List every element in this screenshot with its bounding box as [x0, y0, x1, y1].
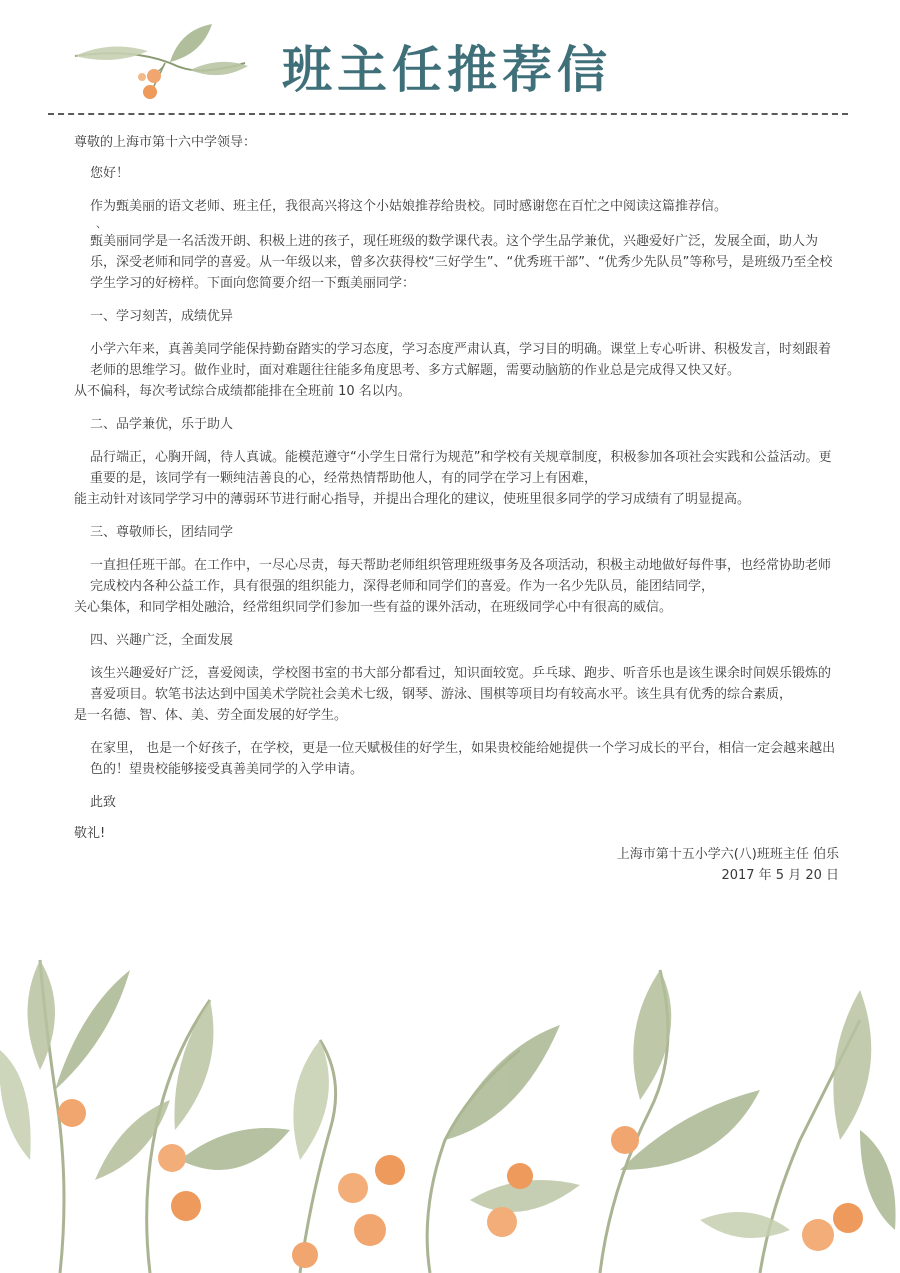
section-paragraph-continuation: 关心集体，和同学相处融洽，经常组织同学们参加一些有益的课外活动，在班级同学心中有很高的威信。	[74, 600, 673, 615]
page-title: 班主任推荐信	[282, 41, 612, 99]
section-paragraph-continuation: 能主动针对该同学学习中的薄弱环节进行耐心指导，并提出合理化的建议，使班里很多同学的学习成绩有了明显提高。	[74, 492, 751, 507]
greeting: 您好！	[90, 166, 130, 181]
section-heading: 一、学习刻苦，成绩优异	[90, 309, 234, 324]
section-paragraph: 品行端正，心胸开阔，待人真诚。能模范遵守“小学生日常行为规范”和学校有关规章制度，积极参加各项社会实践和公益活动。更重要的是，该同学有一颗纯洁善良的心，经常热情帮助他人，有的同学在学习上有困难，	[90, 450, 832, 486]
section-paragraph-continuation: 从不偏科，每次考试综合成绩都能排在全班前 10 名以内。	[74, 384, 411, 399]
section-paragraph: 该生兴趣爱好广泛，喜爱阅读，学校图书室的书大部分都看过，知识面较宽。乒乓球、跑步、听音乐也是该生课余时间娱乐锻炼的喜爱项目。软笔书法达到中国美术学院社会美术七级，钢琴、游泳、围棋等项目均有较高水平。该生具有优秀的综合素质，	[90, 666, 832, 702]
intro-paragraph: 作为甄美丽的语文老师、班主任，我很高兴将这个小姑娘推荐给贵校。同时感谢您在百忙之中阅读这篇推荐信。	[90, 199, 728, 214]
berry-branch-icon	[70, 18, 260, 108]
section-paragraph: 小学六年来，真善美同学能保持勤奋踏实的学习态度，学习态度严肃认真，学习目的明确。课堂上专心听讲、积极发言，时刻跟着老师的思维学习。做作业时，面对难题往往能多角度思考、多方式解题，需要动脑筋的作业总是完成得又快又好。	[90, 342, 832, 378]
section-heading: 四、兴趣广泛，全面发展	[90, 633, 234, 648]
section-paragraph-continuation: 是一名德、智、体、美、劳全面发展的好学生。	[74, 708, 348, 723]
closing-paragraph: 在家里， 也是一个好孩子，在学校，更是一位天赋极佳的好学生，如果贵校能给她提供一个学习成长的平台，相信一定会越来越出色的！望贵校能够接受真善美同学的入学申请。	[90, 741, 836, 777]
signature: 上海市第十五小学六(八)班班主任 伯乐	[616, 847, 839, 862]
dashed-divider	[48, 113, 848, 115]
salutation: 尊敬的上海市第十六中学领导：	[74, 135, 257, 150]
overview-paragraph: 甄美丽同学是一名活泼开朗、积极上进的孩子，现任班级的数学课代表。这个学生品学兼优，兴趣爱好广泛，发展全面，助人为乐，深受老师和同学的喜爱。从一年级以来，曾多次获得校“三好学生”、“优秀班干部”、“优秀少先队员”等称号，是班级乃至全校学生学习的好榜样。下面向您简要介绍一下甄美丽同学：	[90, 234, 833, 291]
letter-header	[0, 0, 900, 120]
stray-mark: 、	[96, 217, 107, 230]
leaves-and-berries-footer	[0, 930, 900, 1273]
section-heading: 三、尊敬师长，团结同学	[90, 525, 234, 540]
section-heading: 二、品学兼优，乐于助人	[90, 417, 234, 432]
letter-date: 2017 年 5 月 20 日	[721, 868, 839, 883]
letter-body	[74, 132, 839, 886]
section-paragraph: 一直担任班干部。在工作中，一尽心尽责，每天帮助老师组织管理班级事务及各项活动，积极主动地做好每件事，也经常协助老师完成校内各种公益工作，具有很强的组织能力，深得老师和同学们的喜爱。作为一名少先队员，能团结同学，	[90, 558, 832, 594]
cizhi-text: 此致	[90, 795, 117, 810]
jingli-text: 敬礼!	[74, 826, 106, 841]
